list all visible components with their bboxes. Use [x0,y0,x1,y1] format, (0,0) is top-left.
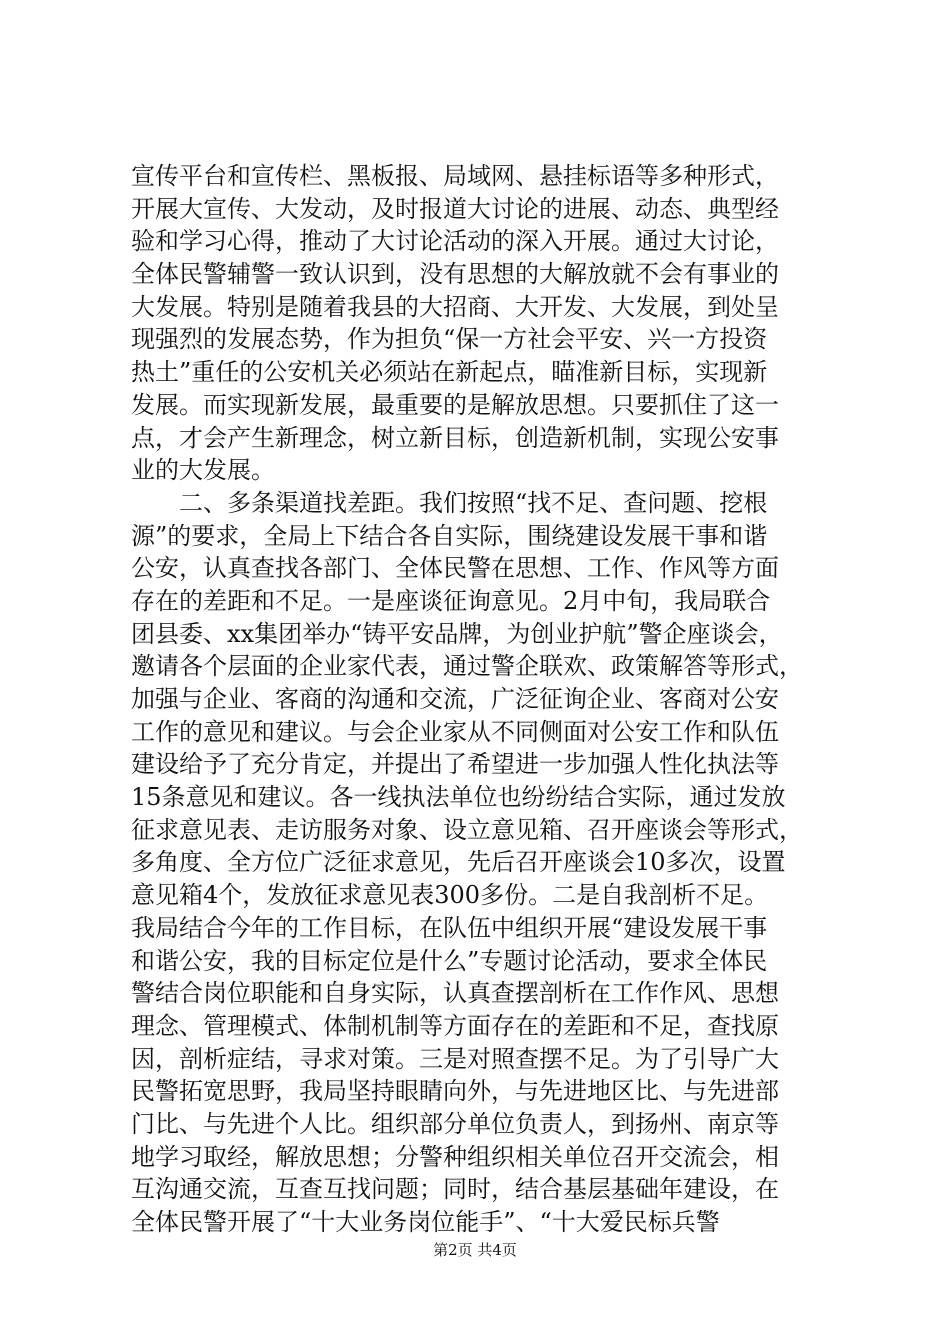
text-line: 二、多条渠道找差距。我们按照“找不足、查问题、挖根 [131,488,768,517]
text-line: 邀请各个层面的企业家代表，通过警企联欢、政策解答等形式， [131,652,803,681]
text-line: 我局结合今年的工作目标，在队伍中组织开展“建设发展干事 [131,913,768,942]
body-text [131,160,833,1239]
text-line: 存在的差距和不足。一是座谈征询意见。2月中旬，我局联合 [131,586,771,615]
text-line: 全体民警辅警一致认识到，没有思想的大解放就不会有事业的 [131,260,779,289]
text-line: 建设给予了充分肯定，并提出了希望进一步加强人性化执法等 [131,750,779,779]
text-line: 多角度、全方位广泛征求意见，先后召开座谈会10多次，设置 [131,848,786,877]
text-line: 互沟通交流，互查互找问题；同时，结合基层基础年建设，在 [131,1175,779,1204]
text-line: 热土”重任的公安机关必须站在新起点，瞄准新目标，实现新 [131,358,768,387]
text-line: 加强与企业、客商的沟通和交流，广泛征询企业、客商对公安 [131,685,779,713]
text-line: 公安，认真查找各部门、全体民警在思想、工作、作风等方面 [131,554,779,583]
text-line: 发展。而实现新发展，最重要的是解放思想。只要抓住了这一 [131,390,779,419]
text-line: 现强烈的发展态势，作为担负“保一方社会平安、兴一方投资 [131,325,768,354]
text-line: 点，才会产生新理念，树立新目标，创造新机制，实现公安事 [131,423,779,452]
text-line: 宣传平台和宣传栏、黑板报、局域网、悬挂标语等多种形式， [131,162,779,190]
text-line: 全体民警开展了“十大业务岗位能手”、“十大爱民标兵警 [131,1208,720,1236]
text-line: 和谐公安，我的目标定位是什么”专题讨论活动，要求全体民 [131,946,768,975]
text-line: 民警拓宽思野，我局坚持眼睛向外，与先进地区比、与先进部 [131,1077,779,1106]
page-footer: 第2页 共4页 [433,1241,517,1259]
text-line: 警结合岗位职能和自身实际，认真查摆剖析在工作作风、思想 [131,979,779,1008]
text-line: 源”的要求，全局上下结合各自实际，围绕建设发展干事和谐 [131,521,768,550]
text-line: 大发展。特别是随着我县的大招商、大开发、大发展，到处呈 [131,292,779,321]
text-line: 15条意见和建议。各一线执法单位也纷纷结合实际，通过发放 [131,783,786,812]
text-line: 理念、管理模式、体制机制等方面存在的差距和不足，查找原 [131,1011,779,1040]
text-line: 业的大发展。 [131,456,275,485]
text-line: 工作的意见和建议。与会企业家从不同侧面对公安工作和队伍 [131,717,779,746]
text-line: 门比、与先进个人比。组织部分单位负责人，到扬州、南京等 [131,1109,779,1138]
text-line: 因，剖析症结，寻求对策。三是对照查摆不足。为了引导广大 [131,1044,779,1073]
text-line: 地学习取经，解放思想；分警种组织相关单位召开交流会，相 [131,1142,779,1171]
text-line: 开展大宣传、大发动，及时报道大讨论的进展、动态、典型经 [131,194,779,223]
text-line: 意见箱4个，发放征求意见表300多份。二是自我剖析不足。 [131,881,769,910]
text-line: 征求意见表、走访服务对象、设立意见箱、召开座谈会等形式， [131,815,803,844]
text-line: 团县委、xx集团举办“铸平安品牌，为创业护航”警企座谈会， [131,619,783,648]
text-line: 验和学习心得，推动了大讨论活动的深入开展。通过大讨论， [131,227,779,256]
